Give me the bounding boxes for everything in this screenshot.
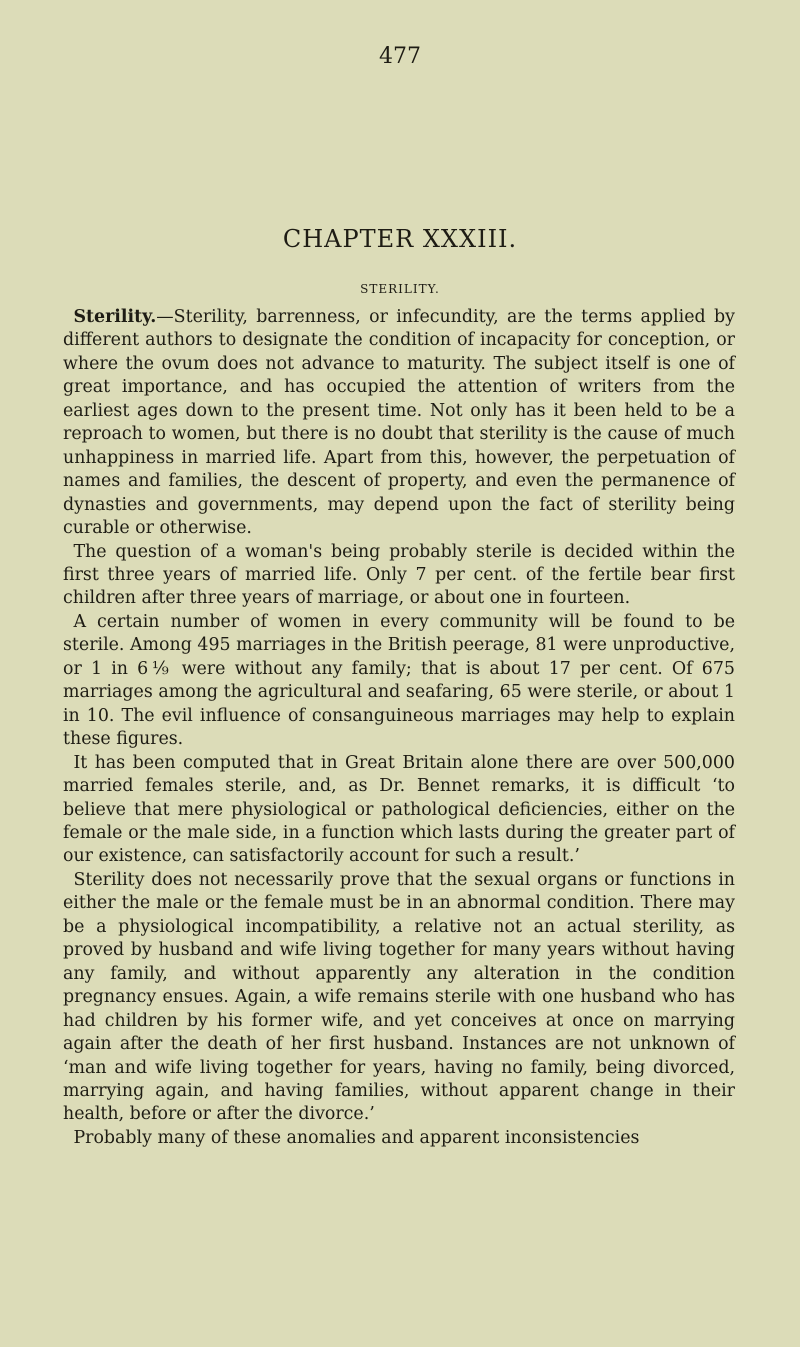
body-text [63,306,735,1150]
paragraph-anomalies: Probably many of these anomalies and apparent inconsistencies [73,1127,640,1148]
section-title: STERILITY. [360,282,440,296]
paragraph-three-years: The question of a woman's being probably sterile is decided within the first three years of married life. Only 7 per cent. of the fertile bear first children after three years of marriage, or about one in fourteen. [63,541,735,609]
paragraph-great-britain: It has been computed that in Great Britain alone there are over 500,000 married females sterile, and, as Dr. Bennet remarks, it is difficult ‘to believe that mere physiological or pathological deficiencies, either on the female or the male side, in a function which lasts during the greater part of our existence, can satisfactorily account for such a result.’ [63,752,735,867]
paragraph-text: —Sterility, barrenness, or infecundity, are the terms applied by different authors to designate the condition of incapacity for conception, or where the ovum does not advance to maturity. The subject itself is one of great importance, and has occupied the attention of writers from the earliest ages down to the present time. Not only has it been held to be a reproach to women, but there is no doubt that sterility is the cause of much unhappiness in married life. Apart from this, however, the perpetuation of names and families, the descent of property, and even the permanence of dynasties and governments, may depend upon the fact of sterility being curable or otherwise. [63,307,735,539]
paragraph-sterility-definition [63,306,735,541]
chapter-title: CHAPTER XXXIII. [282,225,518,253]
paragraph-incompatibility: Sterility does not necessarily prove that the sexual organs or functions in either the male or the female must be in an abnormal condition. There may be a physiological incompatibility, a relative not an actual sterility, as proved by husband and wife living together for many years without having any family, and without apparently any alteration in the condition pregnancy ensues. Again, a wife remains sterile with one husband who has had children by his former wife, and yet conceives at once on marrying again after the death of her first husband. Instances are not unknown of ‘man and wife living together for years, having no family, being divorced, marrying again, and having families, without apparent change in their health, before or after the divorce.’ [63,869,735,1125]
paragraph-peerage-statistics: A certain number of women in every community will be found to be sterile. Among 495 marriages in the British peerage, 81 were unproductive, or 1 in 6⅑ were without any family; that is about 17 per cent. Of 675 marriages among the agricultural and seafaring, 65 were sterile, or about 1 in 10. The evil influence of consanguineous marriages may help to explain these figures. [63,611,735,750]
paragraph-run-in-heading: Sterility. [73,307,157,327]
page-number: 477 [379,44,421,69]
